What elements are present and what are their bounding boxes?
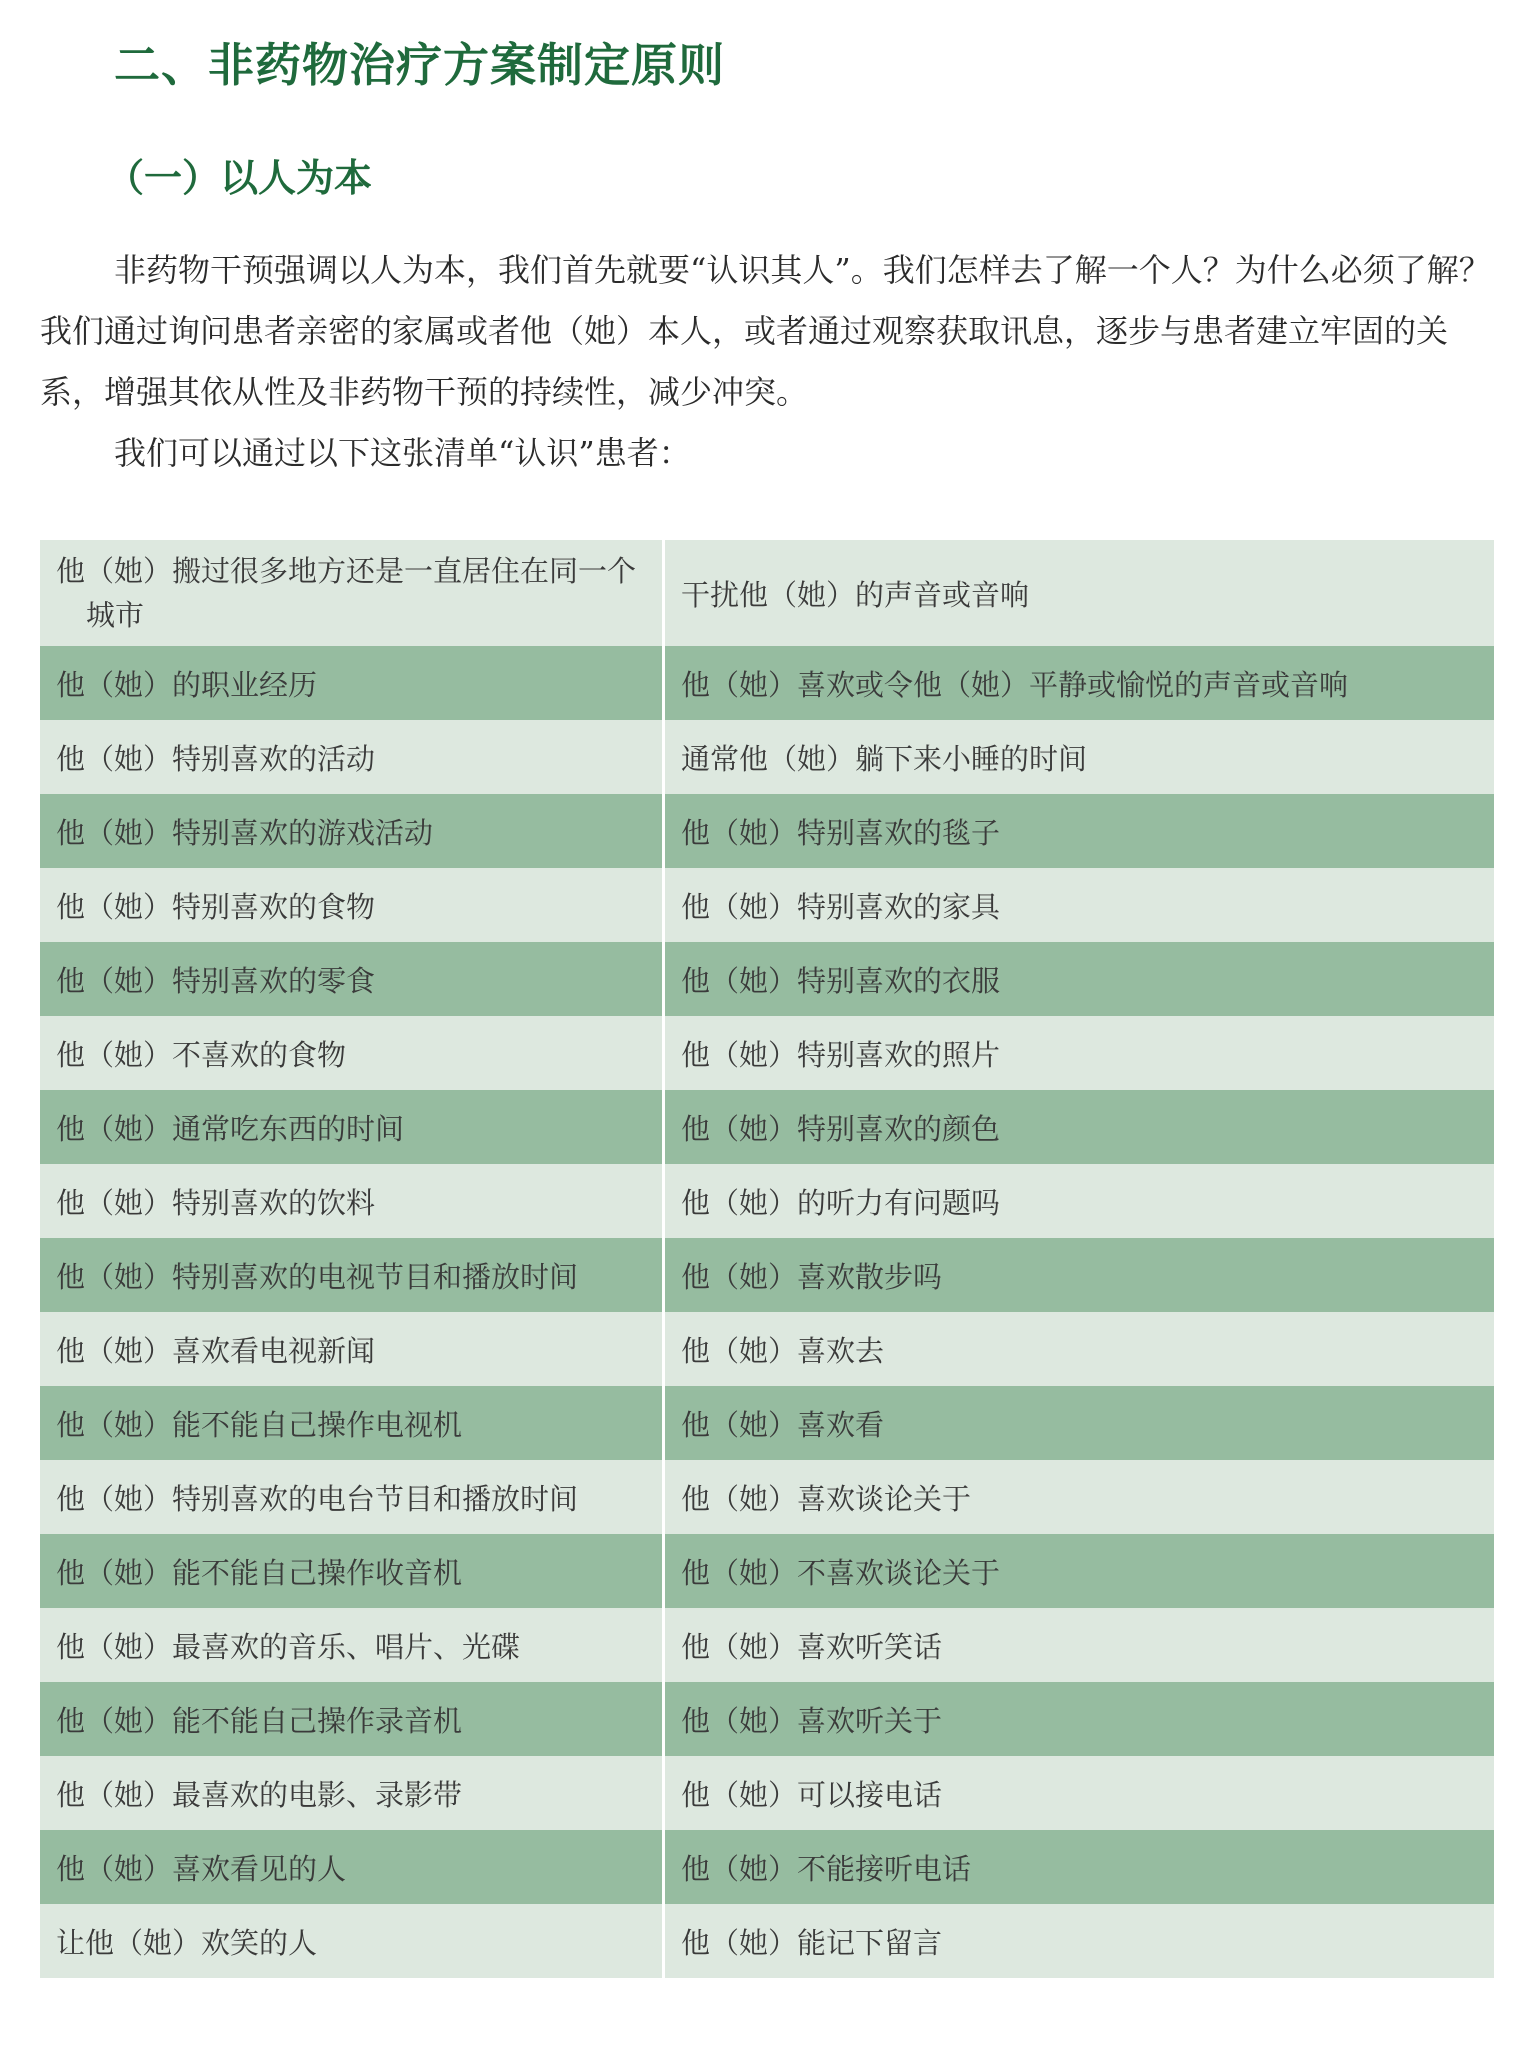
checklist-right-text: 他（她）喜欢去 xyxy=(681,1333,885,1368)
checklist-row xyxy=(40,1904,1494,1978)
intro-text xyxy=(40,240,1500,484)
checklist-left-text: 让他（她）欢笑的人 xyxy=(56,1925,318,1960)
checklist-left-text: 他（她）的职业经历 xyxy=(56,667,318,702)
checklist-right-text: 他（她）能记下留言 xyxy=(681,1925,943,1960)
checklist-left-text: 他（她）特别喜欢的饮料 xyxy=(56,1185,376,1220)
subsection-title: （一）以人为本 xyxy=(106,156,373,200)
checklist-left-text: 他（她）搬过很多地方还是一直居住在同一个城市 xyxy=(56,554,637,632)
checklist-left-text: 他（她）特别喜欢的电台节目和播放时间 xyxy=(56,1481,579,1516)
section-title: 二、非药物治疗方案制定原则 xyxy=(114,38,725,92)
checklist-left-cell xyxy=(40,720,664,794)
checklist-row xyxy=(40,868,1494,942)
checklist-left-text: 他（她）不喜欢的食物 xyxy=(56,1037,347,1072)
checklist-right-cell xyxy=(664,1460,1495,1534)
checklist-left-cell xyxy=(40,646,664,720)
checklist-row xyxy=(40,1608,1494,1682)
checklist-left-cell xyxy=(40,1904,664,1978)
checklist-right-text: 他（她）不能接听电话 xyxy=(681,1851,972,1886)
checklist-lead-paragraph: 我们可以通过以下这张清单“认识”患者： xyxy=(114,434,691,472)
intro-paragraph: 非药物干预强调以人为本，我们首先就要“认识其人”。我们怎样去了解一个人？为什么必须了解？我们通过询问患者亲密的家属或者他（她）本人，或者通过观察获取讯息，逐步与患者建立牢固的关系，增强其依从性及非药物干预的持续性，减少冲突。 xyxy=(40,251,1491,411)
checklist-left-cell xyxy=(40,1016,664,1090)
checklist-right-cell xyxy=(664,1534,1495,1608)
checklist-left-cell xyxy=(40,1164,664,1238)
checklist-left-text: 他（她）能不能自己操作收音机 xyxy=(56,1555,463,1590)
checklist-right-cell xyxy=(664,540,1495,646)
checklist-left-cell xyxy=(40,1090,664,1164)
checklist-right-text: 他（她）特别喜欢的毯子 xyxy=(681,815,1001,850)
checklist-right-cell xyxy=(664,720,1495,794)
checklist-right-text: 他（她）特别喜欢的颜色 xyxy=(681,1111,1001,1146)
checklist-left-cell xyxy=(40,1756,664,1830)
checklist-right-text: 他（她）特别喜欢的照片 xyxy=(681,1037,1001,1072)
checklist-left-cell xyxy=(40,1830,664,1904)
checklist-left-cell xyxy=(40,942,664,1016)
checklist-left-cell xyxy=(40,1312,664,1386)
checklist-right-cell xyxy=(664,1608,1495,1682)
checklist-left-text: 他（她）喜欢看电视新闻 xyxy=(56,1333,376,1368)
checklist-left-text: 他（她）能不能自己操作电视机 xyxy=(56,1407,463,1442)
checklist-row xyxy=(40,1238,1494,1312)
checklist-right-cell xyxy=(664,942,1495,1016)
checklist-right-text: 他（她）喜欢听关于 xyxy=(681,1703,943,1738)
checklist-right-cell xyxy=(664,794,1495,868)
checklist-right-cell xyxy=(664,1904,1495,1978)
checklist-right-cell xyxy=(664,1164,1495,1238)
checklist-row xyxy=(40,720,1494,794)
checklist-left-text: 他（她）特别喜欢的活动 xyxy=(56,741,376,776)
checklist-left-text: 他（她）能不能自己操作录音机 xyxy=(56,1703,463,1738)
checklist-right-cell xyxy=(664,1312,1495,1386)
checklist-right-cell xyxy=(664,646,1495,720)
checklist-left-text: 他（她）特别喜欢的食物 xyxy=(56,889,376,924)
checklist-right-cell xyxy=(664,1238,1495,1312)
checklist-row xyxy=(40,942,1494,1016)
checklist-right-text: 他（她）喜欢或令他（她）平静或愉悦的声音或音响 xyxy=(681,667,1349,702)
checklist-right-cell xyxy=(664,868,1495,942)
checklist-row xyxy=(40,1164,1494,1238)
patient-checklist-table xyxy=(40,540,1494,1978)
checklist-right-text: 他（她）喜欢看 xyxy=(681,1407,885,1442)
checklist-row xyxy=(40,1016,1494,1090)
checklist-left-cell xyxy=(40,1238,664,1312)
checklist-row xyxy=(40,1756,1494,1830)
checklist-right-text: 他（她）喜欢散步吗 xyxy=(681,1259,943,1294)
checklist-left-cell xyxy=(40,1386,664,1460)
checklist-right-cell xyxy=(664,1682,1495,1756)
checklist-body xyxy=(40,540,1494,1978)
checklist-row xyxy=(40,1386,1494,1460)
checklist-right-text: 他（她）喜欢听笑话 xyxy=(681,1629,943,1664)
checklist-right-cell xyxy=(664,1386,1495,1460)
checklist-right-cell xyxy=(664,1756,1495,1830)
checklist-left-text: 他（她）特别喜欢的零食 xyxy=(56,963,376,998)
checklist-row xyxy=(40,1682,1494,1756)
checklist-left-cell xyxy=(40,868,664,942)
checklist-left-cell xyxy=(40,794,664,868)
checklist-right-text: 他（她）特别喜欢的家具 xyxy=(681,889,1001,924)
checklist-row xyxy=(40,1460,1494,1534)
checklist-right-text: 他（她）特别喜欢的衣服 xyxy=(681,963,1001,998)
checklist-right-text: 他（她）喜欢谈论关于 xyxy=(681,1481,972,1516)
checklist-row xyxy=(40,1312,1494,1386)
checklist-left-text: 他（她）喜欢看见的人 xyxy=(56,1851,347,1886)
checklist-left-text: 他（她）最喜欢的电影、录影带 xyxy=(56,1777,463,1812)
checklist-right-text: 通常他（她）躺下来小睡的时间 xyxy=(681,741,1088,776)
checklist-right-text: 他（她）的听力有问题吗 xyxy=(681,1185,1001,1220)
checklist-left-text: 他（她）通常吃东西的时间 xyxy=(56,1111,405,1146)
checklist-left-cell xyxy=(40,1534,664,1608)
checklist-row xyxy=(40,1830,1494,1904)
checklist-left-text: 他（她）特别喜欢的游戏活动 xyxy=(56,815,434,850)
checklist-left-text: 他（她）最喜欢的音乐、唱片、光碟 xyxy=(56,1629,521,1664)
checklist-row xyxy=(40,540,1494,646)
checklist-row xyxy=(40,1090,1494,1164)
checklist-left-cell xyxy=(40,1682,664,1756)
checklist-right-text: 他（她）不喜欢谈论关于 xyxy=(681,1555,1001,1590)
checklist-right-cell xyxy=(664,1016,1495,1090)
checklist-left-text: 他（她）特别喜欢的电视节目和播放时间 xyxy=(56,1259,579,1294)
checklist-left-cell xyxy=(40,540,664,646)
checklist-row xyxy=(40,794,1494,868)
checklist-row xyxy=(40,646,1494,720)
checklist-right-cell xyxy=(664,1090,1495,1164)
checklist-row xyxy=(40,1534,1494,1608)
checklist-left-cell xyxy=(40,1460,664,1534)
checklist-left-cell xyxy=(40,1608,664,1682)
checklist-right-cell xyxy=(664,1830,1495,1904)
checklist-right-text: 他（她）可以接电话 xyxy=(681,1777,943,1812)
checklist-right-text: 干扰他（她）的声音或音响 xyxy=(681,577,1030,612)
